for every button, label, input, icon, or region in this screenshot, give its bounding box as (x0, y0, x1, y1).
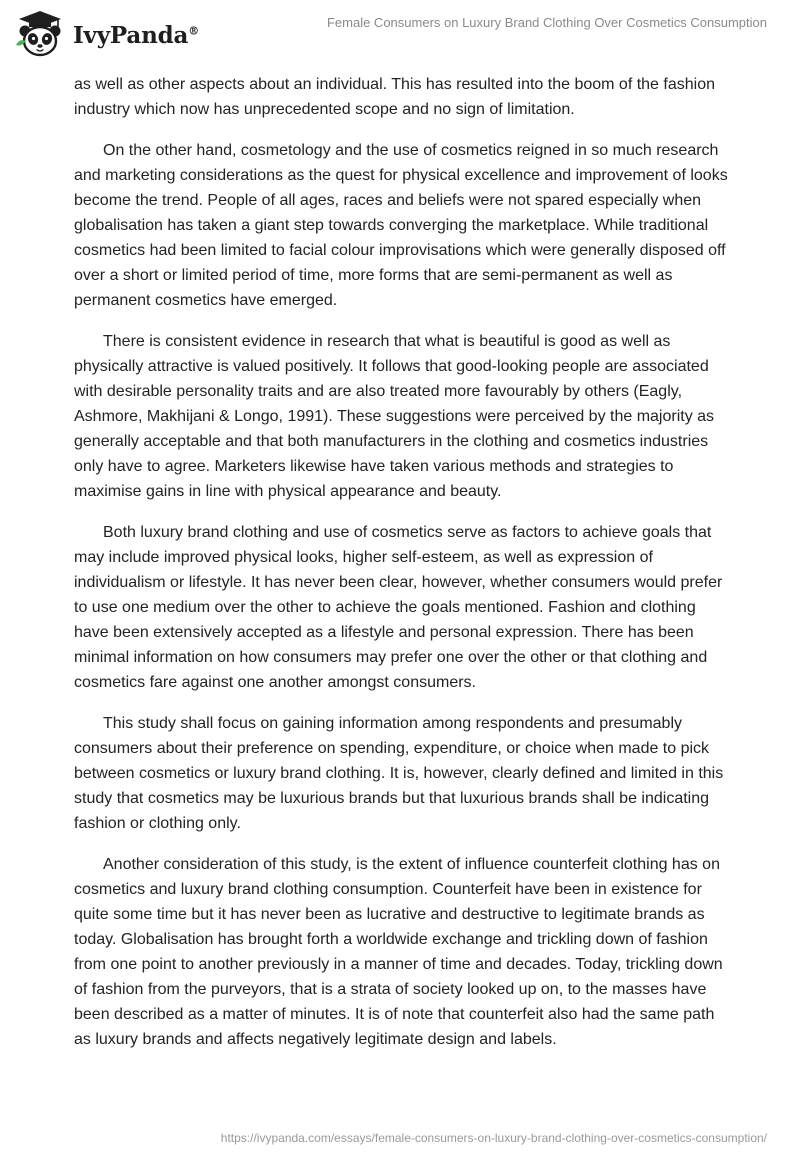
paragraph: Another consideration of this study, is the extent of influence counterfeit clothing has on cosmetics and luxury brand clothing consumption. Counterfeit have been in existence for quite some time but it has never been as lucrative and destructive to legitimate brands as today. Globalisation has brought forth a worldwide exchange and trickling down of fashion from one point to another previously in a manner of time and decades. Today, trickling down of fashion from the purveyors, that is a strata of society looked up on, to the masses have been described as a matter of minutes. It is of note that counterfeit also had the same path as luxury brands and affects negatively legitimate design and labels. (74, 856, 723, 1048)
paragraph: Both luxury brand clothing and use of cosmetics serve as factors to achieve goals that may include improved physical looks, higher self-esteem, as well as expression of individualism or lifestyle. It has never been clear, however, whether consumers would prefer to use one medium over the other to achieve the goals mentioned. Fashion and clothing have been extensively accepted as a lifestyle and personal expression. There has been minimal information on how consumers may prefer one over the other or that clothing and cosmetics fare against one another amongst consumers. (74, 524, 723, 691)
paragraph: There is consistent evidence in research that what is beautiful is good as well as physically attractive is valued positively. It follows that good-looking people are associated with desirable personality traits and are also treated more favourably by others (Eagly, Ashmore, Makhijani & Longo, 1991). These suggestions were perceived by the majority as generally acceptable and that both manufacturers in the clothing and cosmetics industries only have to agree. Marketers likewise have taken various methods and strategies to maximise gains in line with physical appearance and beauty. (74, 333, 715, 500)
ivypanda-logo[interactable] (14, 9, 199, 59)
page-header (0, 0, 800, 70)
document-title: Female Consumers on Luxury Brand Clothing Over Cosmetics Consumption (326, 15, 767, 30)
paragraph: This study shall focus on gaining information among respondents and presumably consumers about their preference on spending, expenditure, or choice when made to pick between cosmetics or luxury brand clothing. It is, however, clearly defined and limited in this study that cosmetics may be luxurious brands but that luxurious brands shall be indicating fashion or clothing only. (74, 715, 724, 832)
paragraph-continuation: as well as other aspects about an individual. This has resulted into the boom of the fashion industry which now has unprecedented scope and no sign of limitation. (74, 76, 715, 118)
brand-name: IvyPanda® (73, 21, 199, 49)
source-url[interactable]: https://ivypanda.com/essays/female-consumers-on-luxury-brand-clothing-over-cosmetics-consumption/ (220, 1131, 767, 1145)
essay-body (74, 72, 734, 1068)
paragraph: On the other hand, cosmetology and the use of cosmetics reigned in so much research and marketing considerations as the quest for physical excellence and improvement of looks become the trend. People of all ages, races and beliefs were not spared especially when globalisation has taken a giant step towards converging the marketplace. While traditional cosmetics had been limited to facial colour improvisations which were generally disposed off over a short or limited period of time, more forms that are semi-permanent as well as permanent cosmetics have emerged. (74, 142, 728, 309)
panda-graduate-icon (14, 9, 66, 59)
